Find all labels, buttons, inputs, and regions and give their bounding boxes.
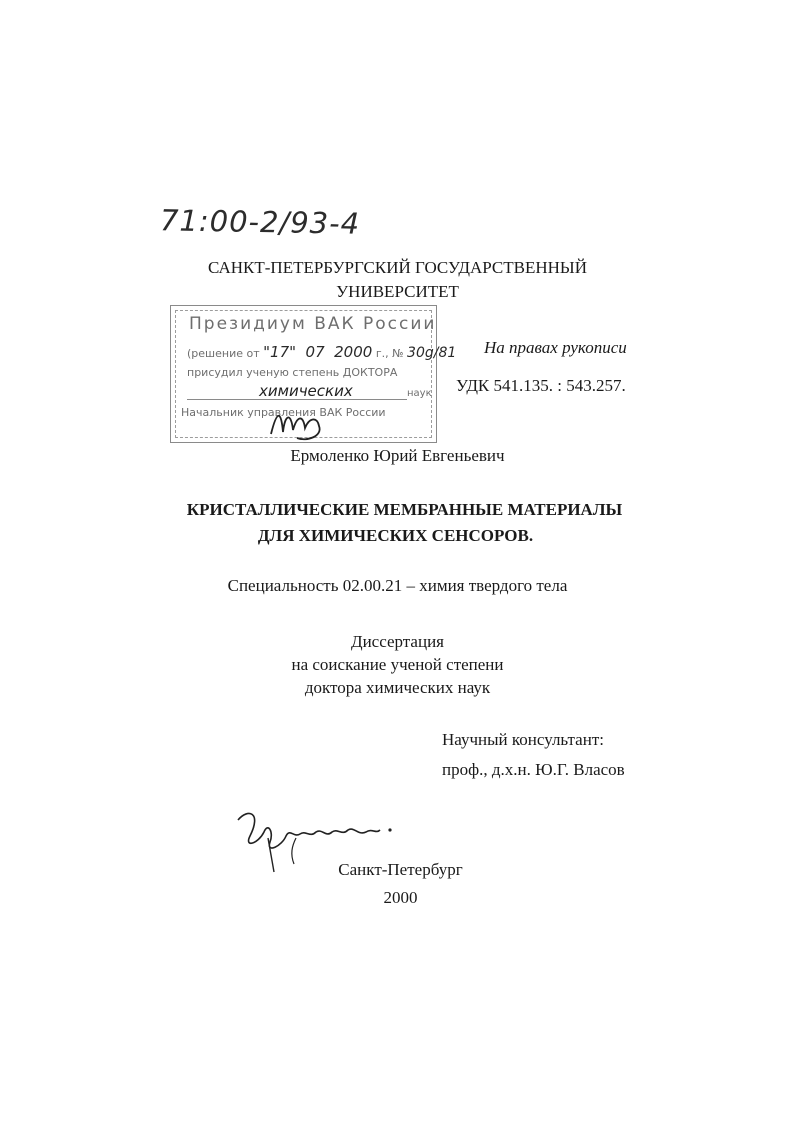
stamp-signature-icon: [267, 404, 337, 444]
title-line-2: ДЛЯ ХИМИЧЕСКИХ СЕНСОРОВ.: [257, 526, 534, 545]
city: Санкт-Петербург: [338, 860, 463, 879]
stamp-month: 07: [305, 343, 325, 361]
university-line-1: САНКТ-ПЕТЕРБУРГСКИЙ ГОСУДАРСТВЕННЫЙ: [207, 258, 587, 277]
dissertation-line-1: Диссертация: [350, 632, 444, 651]
stamp-underline: [187, 399, 407, 400]
stamp-decision-prefix: (решение от: [187, 347, 260, 360]
stamp-head: Начальник управления ВАК России: [181, 406, 386, 419]
stamp-field-suffix: наук: [407, 388, 432, 399]
rights-label: На правах рукописи: [484, 338, 627, 357]
stamp-decision-line: [187, 343, 456, 361]
advisor-label: Научный консультант:: [442, 730, 604, 749]
stamp-title: Президиум ВАК России: [189, 314, 437, 334]
stamp-field: химических: [259, 382, 353, 400]
dissertation-line-2: на соискание ученой степени: [291, 655, 504, 674]
stamp-number: 30g/81: [407, 345, 457, 361]
dissertation-line-3: доктора химических наук: [304, 678, 491, 697]
specialty: Специальность 02.00.21 – химия твердого тела: [227, 576, 568, 595]
title-line-1: КРИСТАЛЛИЧЕСКИЕ МЕМБРАННЫЕ МАТЕРИАЛЫ: [186, 500, 623, 519]
advisor-name: проф., д.х.н. Ю.Г. Власов: [442, 760, 625, 779]
stamp-awarded: присудил ученую степень ДОКТОРА: [187, 366, 398, 379]
udk-code: УДК 541.135. : 543.257.: [456, 376, 626, 395]
university-line-2: УНИВЕРСИТЕТ: [336, 282, 459, 301]
stamp-day: "17": [263, 343, 297, 361]
stamp-number-prefix: г., №: [375, 347, 404, 360]
archive-number: 71:00-2/93-4: [159, 203, 361, 241]
stamp-year: 2000: [334, 343, 373, 361]
vak-stamp: [170, 305, 457, 443]
author-name: Ермоленко Юрий Евгеньевич: [290, 446, 505, 465]
year: 2000: [383, 888, 418, 907]
